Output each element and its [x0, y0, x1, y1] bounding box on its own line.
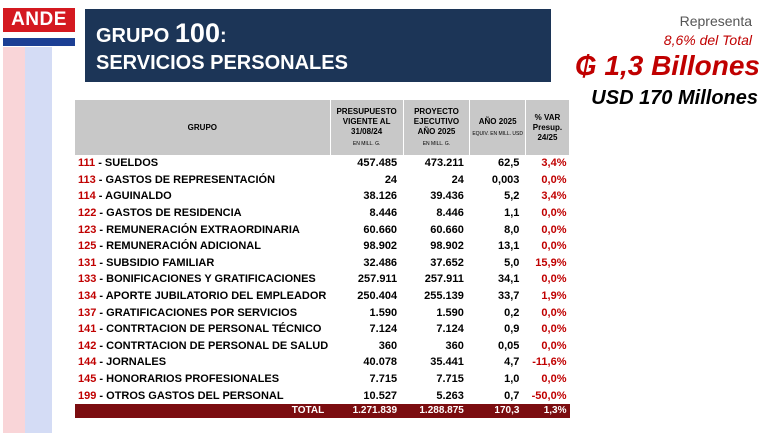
row-var: 0,0% — [541, 339, 567, 352]
row-grupo: 133 - BONIFICACIONES Y GRATIFICACIONES — [78, 273, 316, 286]
header-presupuesto: PRESUPUESTO VIGENTE AL 31/08/24 EN MILL. G. — [330, 100, 403, 155]
row-grupo: 145 - HONORARIOS PROFESIONALES — [78, 373, 280, 386]
row-var: 0,0% — [541, 273, 567, 286]
row-proyecto: 7.124 — [436, 323, 464, 336]
row-usd: 33,7 — [498, 290, 520, 303]
row-code: 125 — [78, 240, 97, 253]
header-var: % VAR Presup. 24/25 — [525, 100, 569, 155]
row-grupo: 137 - GRATIFICACIONES POR SERVICIOS — [78, 306, 298, 319]
row-proyecto: 35.441 — [430, 356, 464, 369]
row-presupuesto: 10.527 — [363, 389, 398, 402]
row-presupuesto: 7.715 — [369, 373, 398, 386]
row-name: SUELDOS — [104, 157, 159, 170]
table-row — [75, 387, 570, 404]
total-usd: 170,3 — [470, 404, 526, 418]
row-proyecto: 360 — [445, 339, 464, 352]
row-var: 15,9% — [535, 256, 567, 269]
total-label: TOTAL — [75, 404, 330, 418]
row-presupuesto: 24 — [384, 173, 398, 186]
row-name: APORTE JUBILATORIO DEL EMPLEADOR — [105, 290, 327, 303]
row-code: 131 — [78, 256, 97, 269]
row-var: 0,0% — [541, 207, 567, 220]
row-var: 0,0% — [541, 373, 567, 386]
table-row — [75, 238, 570, 255]
row-grupo: 131 - SUBSIDIO FAMILIAR — [78, 256, 215, 269]
row-grupo: 111 - SUELDOS — [78, 157, 159, 170]
group-number: 100 — [174, 18, 220, 48]
row-code: 114 — [78, 190, 96, 203]
row-code: 133 — [78, 273, 97, 286]
row-var: 3,4% — [541, 190, 567, 203]
row-grupo: 123 - REMUNERACIÓN EXTRAORDINARIA — [78, 223, 300, 236]
total-row — [75, 404, 570, 418]
row-proyecto: 7.715 — [436, 373, 464, 386]
table-row — [75, 371, 570, 388]
row-presupuesto: 7.124 — [369, 323, 398, 336]
row-proyecto: 257.911 — [424, 273, 464, 286]
row-code: 142 — [78, 339, 97, 352]
ande-logo — [3, 8, 75, 48]
row-proyecto: 1.590 — [436, 306, 464, 319]
row-presupuesto: 40.078 — [363, 356, 398, 369]
row-name: GASTOS DE RESIDENCIA — [106, 207, 242, 220]
row-grupo: 113 - GASTOS DE REPRESENTACIÓN — [78, 173, 276, 186]
left-stripe-blue — [25, 47, 52, 433]
row-code: 111 — [78, 157, 96, 170]
row-presupuesto: 257.911 — [357, 273, 398, 286]
row-presupuesto: 360 — [378, 339, 398, 352]
table-row — [75, 338, 570, 355]
row-code: 113 — [78, 173, 96, 186]
row-proyecto: 473.211 — [424, 157, 464, 170]
row-presupuesto: 98.902 — [363, 240, 398, 253]
table-row — [75, 205, 570, 222]
row-proyecto: 5.263 — [436, 389, 464, 402]
row-usd: 1,1 — [504, 207, 520, 220]
row-code: 145 — [78, 373, 97, 386]
row-grupo: 114 - AGUINALDO — [78, 190, 172, 203]
header-anio: AÑO 2025 EQUIV. EN MILL. USD — [470, 100, 526, 155]
row-presupuesto: 250.404 — [357, 290, 398, 303]
row-var: 0,0% — [541, 240, 567, 253]
row-proyecto: 255.139 — [424, 290, 464, 303]
row-proyecto: 98.902 — [430, 240, 464, 253]
header-proyecto: PROYECTO EJECUTIVO AÑO 2025 EN MILL. G. — [403, 100, 470, 155]
row-grupo: 141 - CONTRTACION DE PERSONAL TÉCNICO — [78, 323, 322, 336]
row-name: REMUNERACIÓN EXTRAORDINARIA — [106, 223, 300, 236]
row-usd: 4,7 — [504, 356, 520, 369]
row-grupo: 134 - APORTE JUBILATORIO DEL EMPLEADOR — [78, 290, 327, 303]
row-usd: 5,0 — [504, 256, 520, 269]
table-header-row — [75, 100, 570, 155]
table-row — [75, 188, 570, 205]
table-row — [75, 288, 570, 305]
row-name: GRATIFICACIONES POR SERVICIOS — [106, 306, 298, 319]
row-var: 0,0% — [541, 173, 567, 186]
row-usd: 0,05 — [498, 339, 520, 352]
row-name: JORNALES — [106, 356, 167, 369]
row-presupuesto: 32.486 — [363, 256, 398, 269]
amount-usd: USD 170 Millones — [591, 87, 758, 109]
row-usd: 0,7 — [504, 389, 520, 402]
total-presupuesto: 1.271.839 — [330, 404, 403, 418]
row-code: 144 — [78, 356, 97, 369]
row-proyecto: 24 — [451, 173, 464, 186]
row-usd: 62,5 — [498, 157, 520, 170]
row-code: 122 — [78, 207, 97, 220]
logo-blue-bar — [3, 38, 75, 46]
row-usd: 5,2 — [504, 190, 520, 203]
row-usd: 0,9 — [504, 323, 520, 336]
table-row — [75, 172, 570, 189]
table-row — [75, 155, 570, 172]
row-proyecto: 37.652 — [430, 256, 464, 269]
total-proyecto: 1.288.875 — [403, 404, 470, 418]
header-grupo: GRUPO — [75, 100, 330, 155]
total-var: 1,3% — [525, 404, 569, 418]
row-grupo: 142 - CONTRTACION DE PERSONAL DE SALUD — [78, 339, 329, 352]
row-name: GASTOS DE REPRESENTACIÓN — [105, 173, 276, 186]
row-presupuesto: 8.446 — [369, 207, 398, 220]
row-name: HONORARIOS PROFESIONALES — [106, 373, 280, 386]
table-row — [75, 354, 570, 371]
row-proyecto: 60.660 — [430, 223, 464, 236]
left-stripe-red — [3, 47, 25, 433]
row-var: 3,4% — [541, 157, 567, 170]
row-usd: 34,1 — [498, 273, 520, 286]
banner-line2: SERVICIOS PERSONALES — [96, 52, 348, 74]
row-grupo: 199 - OTROS GASTOS DEL PERSONAL — [78, 389, 284, 402]
row-var: -11,6% — [532, 356, 567, 369]
percent-of-total: 8,6% del Total — [663, 32, 752, 48]
row-name: CONTRTACION DE PERSONAL DE SALUD — [106, 339, 329, 352]
row-grupo: 144 - JORNALES — [78, 356, 167, 369]
title-banner — [85, 9, 551, 82]
row-grupo: 122 - GASTOS DE RESIDENCIA — [78, 207, 242, 220]
row-usd: 1,0 — [504, 373, 520, 386]
row-code: 134 — [78, 290, 97, 303]
table-row — [75, 321, 570, 338]
table-row — [75, 221, 570, 238]
row-code: 137 — [78, 306, 97, 319]
table-row — [75, 271, 570, 288]
row-usd: 13,1 — [498, 240, 520, 253]
row-var: 0,0% — [541, 306, 567, 319]
row-code: 141 — [78, 323, 97, 336]
table-row — [75, 304, 570, 321]
row-usd: 0,2 — [504, 306, 520, 319]
row-presupuesto: 1.590 — [369, 306, 398, 319]
row-name: SUBSIDIO FAMILIAR — [106, 256, 215, 269]
row-name: REMUNERACIÓN ADICIONAL — [106, 240, 261, 253]
row-name: BONIFICACIONES Y GRATIFICACIONES — [106, 273, 316, 286]
row-proyecto: 39.436 — [430, 190, 464, 203]
logo-text: ANDE — [3, 8, 75, 32]
row-name: CONTRTACION DE PERSONAL TÉCNICO — [106, 323, 322, 336]
row-code: 123 — [78, 223, 97, 236]
row-proyecto: 8.446 — [436, 207, 464, 220]
row-var: 1,9% — [541, 290, 567, 303]
table-row — [75, 255, 570, 272]
row-var: 0,0% — [541, 223, 567, 236]
row-usd: 8,0 — [504, 223, 520, 236]
row-usd: 0,003 — [491, 173, 520, 186]
row-presupuesto: 60.660 — [363, 223, 398, 236]
row-presupuesto: 457.485 — [357, 157, 398, 170]
row-presupuesto: 38.126 — [363, 190, 398, 203]
budget-table — [75, 100, 570, 418]
banner-line1: GRUPO 100: — [96, 18, 227, 48]
row-name: OTROS GASTOS DEL PERSONAL — [106, 389, 284, 402]
row-name: AGUINALDO — [105, 190, 172, 203]
row-grupo: 125 - REMUNERACIÓN ADICIONAL — [78, 240, 261, 253]
row-var: 0,0% — [541, 323, 567, 336]
represents-label: Representa — [679, 13, 752, 29]
amount-guaranies: ₲ 1,3 Billones — [574, 50, 760, 81]
row-var: -50,0% — [531, 389, 567, 402]
row-code: 199 — [78, 389, 97, 402]
